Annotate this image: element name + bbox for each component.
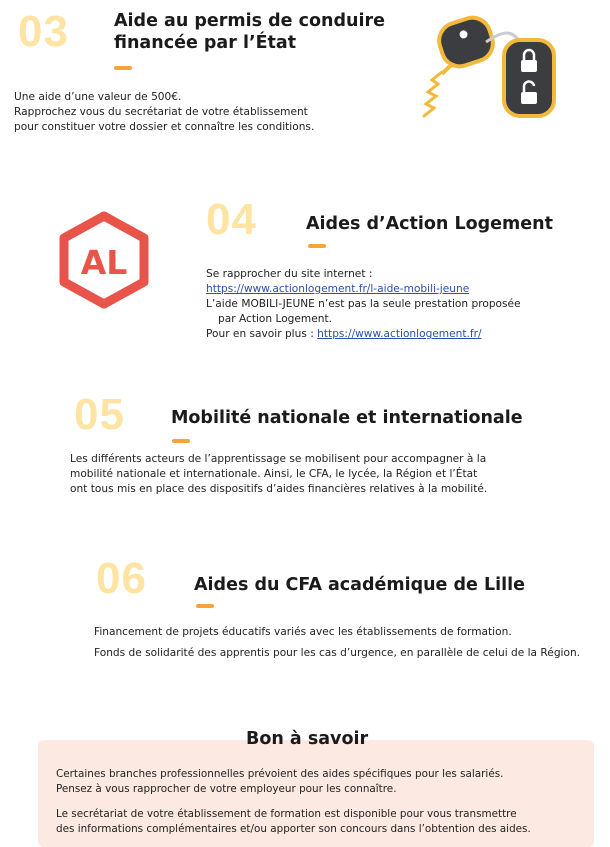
logo-text: AL	[80, 243, 128, 282]
section-number-03: 03	[18, 7, 69, 56]
bon-a-savoir-title: Bon à savoir	[246, 729, 369, 749]
title-accent-dash	[172, 439, 190, 443]
section-title-03-line2: financée par l’État	[114, 32, 297, 53]
section-title-06: Aides du CFA académique de Lille	[194, 575, 526, 595]
body-line: Rapprochez vous du secrétariat de votre établissement	[14, 106, 308, 118]
body-line: mobilité nationale et internationale. Ainsi, le CFA, le lycée, la Région et l’État	[70, 468, 478, 480]
title-accent-dash	[114, 66, 132, 70]
title-accent-dash	[308, 244, 326, 248]
section-title-05: Mobilité nationale et internationale	[171, 408, 523, 428]
section-number-06: 06	[96, 554, 147, 603]
body-line	[206, 327, 521, 342]
section-title-03	[114, 11, 385, 55]
section-number-05: 05	[74, 390, 125, 439]
section-title-03-line1: Aide au permis de conduire	[114, 11, 385, 31]
bon-a-savoir-body	[56, 767, 531, 837]
mobili-jeune-link[interactable]: https://www.actionlogement.fr/l-aide-mobili-jeune	[206, 283, 470, 295]
body-line: Certaines branches professionnelles prévoient des aides spécifiques pour les salariés.	[56, 768, 504, 780]
section-body-05	[70, 452, 487, 497]
section-body-06	[94, 622, 580, 664]
section-number-04: 04	[206, 195, 257, 244]
body-line: par Action Logement.	[218, 313, 332, 325]
section-body-04	[206, 267, 521, 342]
section-title-04: Aides d’Action Logement	[306, 214, 553, 234]
body-line: des informations complémentaires et/ou apporter son concours dans l’obtention des aides.	[56, 823, 531, 835]
body-line: Les différents acteurs de l’apprentissage se mobilisent pour accompagner à la	[70, 453, 487, 465]
section-body-03	[14, 90, 314, 135]
body-line: ont tous mis en place des dispositifs d’aides financières relatives à la mobilité.	[70, 483, 488, 495]
car-keys-icon	[412, 12, 572, 122]
body-line: L’aide MOBILI-JEUNE n’est pas la seule prestation proposée	[206, 298, 521, 310]
body-line: Une aide d’une valeur de 500€.	[14, 91, 182, 103]
action-logement-link[interactable]: https://www.actionlogement.fr/	[317, 328, 482, 340]
body-line: Financement de projets éducatifs variés avec les établissements de formation.	[94, 626, 512, 638]
more-info-label: Pour en savoir plus :	[206, 328, 318, 340]
body-line: Se rapprocher du site internet :	[206, 268, 373, 280]
body-line: Fonds de solidarité des apprentis pour les cas d’urgence, en parallèle de celui de la Région.	[94, 647, 581, 659]
body-line: Le secrétariat de votre établissement de formation est disponible pour vous transmettre	[56, 808, 517, 820]
body-line: Pensez à vous rapprocher de votre employeur pour les connaître.	[56, 783, 397, 795]
action-logement-logo	[52, 210, 156, 310]
title-accent-dash	[196, 604, 214, 608]
body-line: pour constituer votre dossier et connaître les conditions.	[14, 121, 315, 133]
